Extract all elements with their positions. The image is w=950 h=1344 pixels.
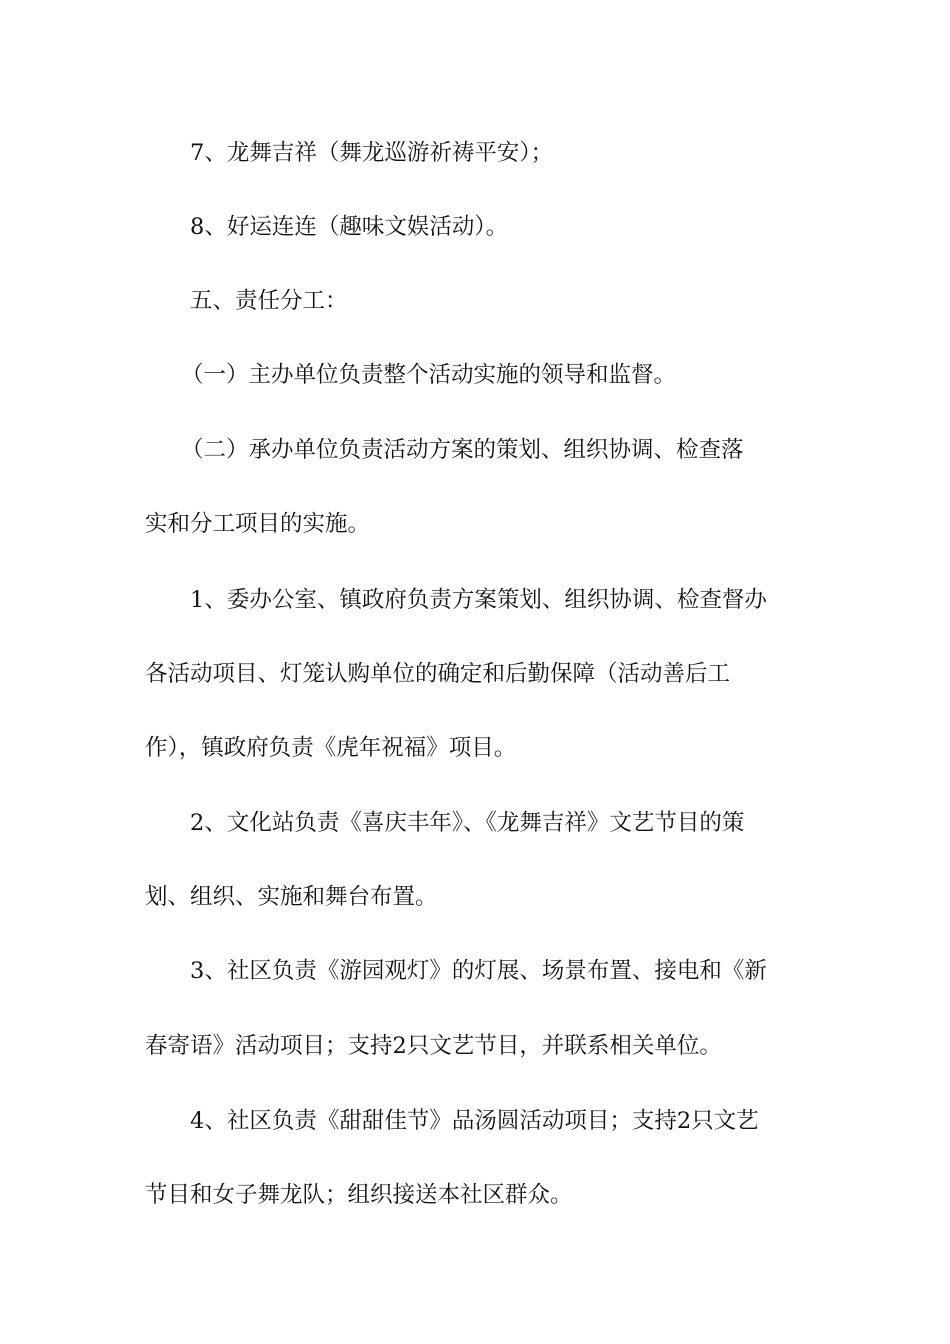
duty-item-1-line-1: 1、委办公室、镇政府负责方案策划、组织协调、检查督办 — [190, 587, 767, 613]
sub-item-2-line-2: 实和分工项目的实施。 — [145, 511, 371, 537]
duty-item-4-line-2: 节目和女子舞龙队；组织接送本社区群众。 — [145, 1182, 573, 1208]
duty-item-3-line-2: 春寄语》活动项目；支持2只文艺节目，并联系相关单位。 — [145, 1033, 722, 1059]
sub-item-1: （一）主办单位负责整个活动实施的领导和监督。 — [181, 362, 677, 388]
duty-item-1-line-2: 各活动项目、灯笼认购单位的确定和后勤保障（活动善后工 — [145, 661, 731, 687]
list-item-7: 7、龙舞吉祥（舞龙巡游祈祷平安）； — [190, 140, 554, 166]
duty-item-2-line-2: 划、组织、实施和舞台布置。 — [145, 884, 438, 910]
duty-item-4-line-1: 4、社区负责《甜甜佳节》品汤圆活动项目；支持2只文艺 — [190, 1108, 759, 1134]
duty-item-3-line-1: 3、社区负责《游园观灯》的灯展、场景布置、接电和《新 — [190, 958, 767, 984]
duty-item-2-line-1: 2、文化站负责《喜庆丰年》、《龙舞吉祥》文艺节目的策 — [190, 810, 745, 836]
section-heading: 五、责任分工： — [190, 288, 348, 314]
sub-item-2-line-1: （二）承办单位负责活动方案的策划、组织协调、检查落 — [181, 437, 744, 463]
duty-item-1-line-3: 作），镇政府负责《虎年祝福》项目。 — [145, 735, 517, 761]
list-item-8: 8、好运连连（趣味文娱活动）。 — [190, 214, 509, 240]
